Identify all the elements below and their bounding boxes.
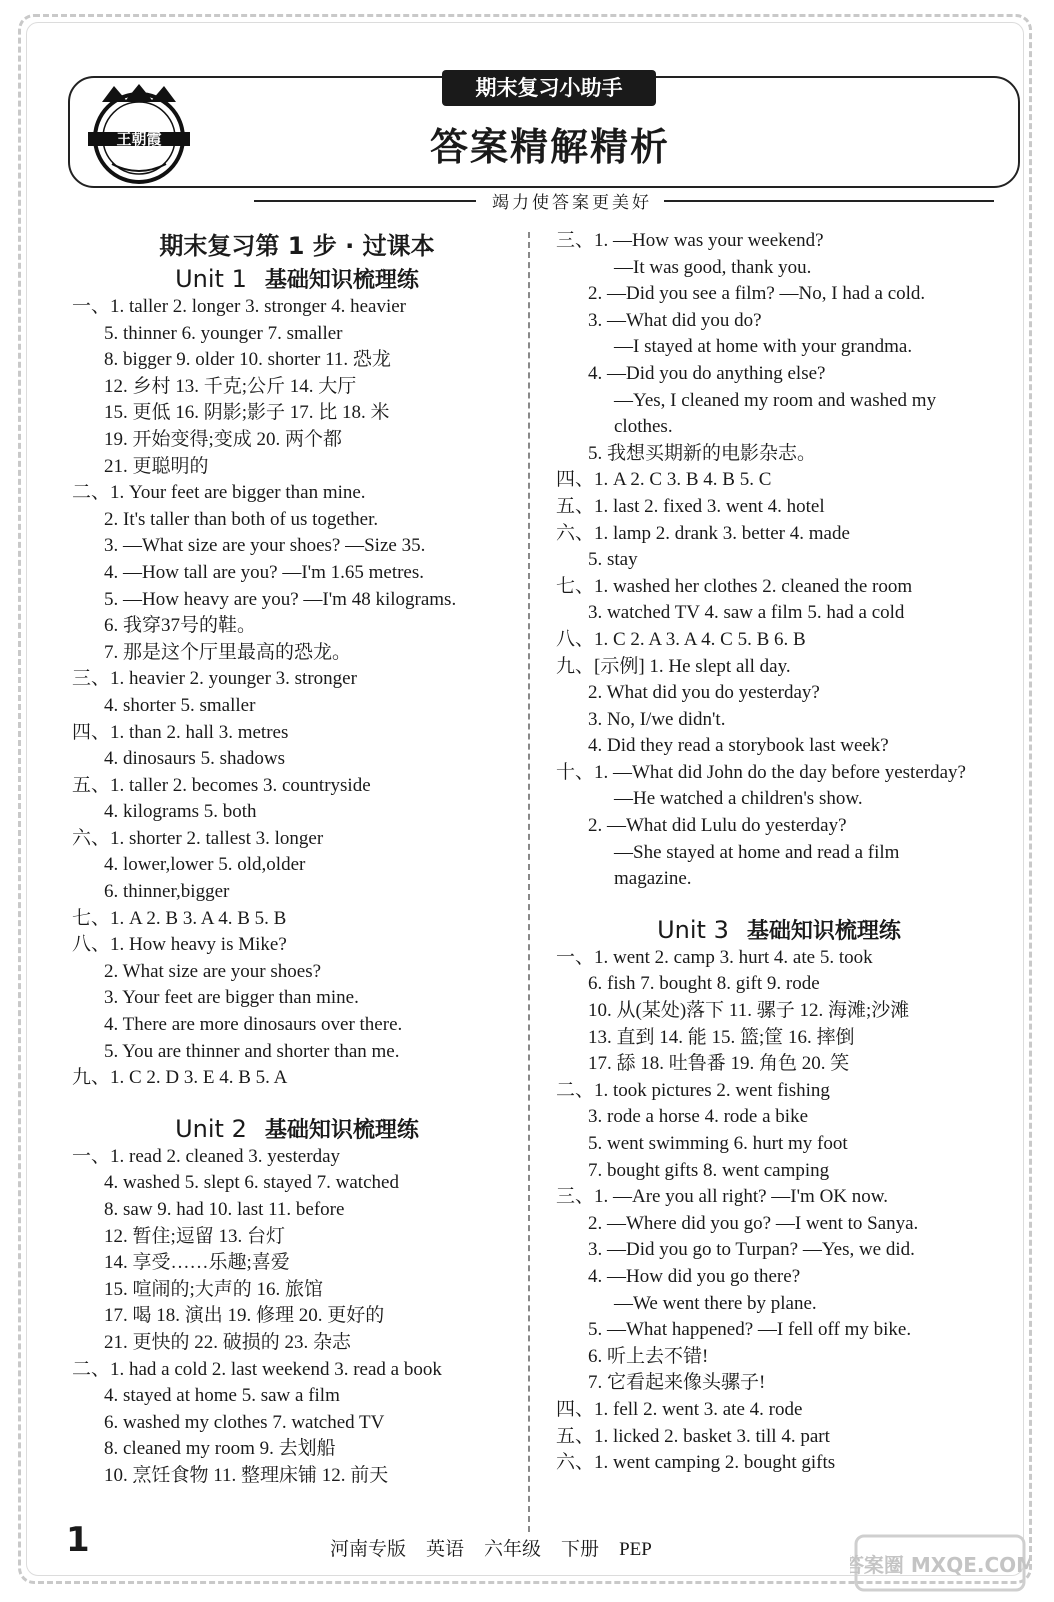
answer-line: 4. stayed at home 5. saw a film xyxy=(104,1385,340,1407)
answer-line: 2. —Did you see a film? —No, I had a cold. xyxy=(588,283,926,305)
answer-line: 6. washed my clothes 7. watched TV xyxy=(104,1411,385,1433)
answer-line: 3. No, I/we didn't. xyxy=(588,708,726,730)
answer-line: 九、[示例] 1. He slept all day. xyxy=(556,655,791,677)
answer-line: 五、1. taller 2. becomes 3. countryside xyxy=(72,774,371,796)
footer-info xyxy=(330,1534,672,1561)
answer-line: 7. 那是这个厅里最高的恐龙。 xyxy=(104,641,352,663)
answer-line: 3. Your feet are bigger than mine. xyxy=(104,987,359,1009)
answer-line: 3. —What size are your shoes? —Size 35. xyxy=(104,535,426,557)
answer-line: 14. 享受……乐趣;喜爱 xyxy=(104,1252,290,1274)
answer-line: 13. 直到 14. 能 15. 篮;筐 16. 摔倒 xyxy=(588,1026,855,1048)
answer-line: 一、1. taller 2. longer 3. stronger 4. heavier xyxy=(72,296,406,317)
motto-bar xyxy=(0,188,1054,214)
answer-line: 5. —What happened? —I fell off my bike. xyxy=(588,1319,912,1341)
unit-label: Unit 1 xyxy=(175,265,247,293)
answer-line: —It was good, thank you. xyxy=(614,256,812,278)
answer-line: 五、1. licked 2. basket 3. till 4. part xyxy=(556,1425,830,1447)
column-divider xyxy=(528,232,530,1532)
answer-line: 2. It's taller than both of us together. xyxy=(104,508,379,530)
unit-heading xyxy=(72,264,522,294)
answer-line: —She stayed at home and read a film xyxy=(614,841,900,863)
answer-line: 4. —How did you go there? xyxy=(588,1265,801,1287)
answer-line: 3. —Did you go to Turpan? —Yes, we did. xyxy=(588,1239,915,1261)
answer-line: 4. Did they read a storybook last week? xyxy=(588,735,889,757)
answer-line: 一、1. read 2. cleaned 3. yesterday xyxy=(72,1145,341,1167)
answer-line: 十、1. —What did John do the day before yesterday? xyxy=(556,761,966,783)
answer-line: 一、1. went 2. camp 3. hurt 4. ate 5. took xyxy=(556,946,873,968)
answer-line: 七、1. A 2. B 3. A 4. B 5. B xyxy=(72,907,287,929)
answer-line: 八、1. How heavy is Mike? xyxy=(72,934,287,956)
answer-line: 七、1. washed her clothes 2. cleaned the room xyxy=(556,575,913,597)
page-title: 答案精解精析 xyxy=(429,125,670,169)
unit-label: Unit 2 xyxy=(175,1114,247,1143)
answer-line: 7. bought gifts 8. went camping xyxy=(588,1159,830,1181)
answer-line: 四、1. than 2. hall 3. metres xyxy=(72,721,289,743)
footer-item: 河南专版 xyxy=(330,1539,407,1560)
publisher-logo xyxy=(80,82,198,186)
answer-line: 15. 更低 16. 阴影;影子 17. 比 18. 米 xyxy=(104,402,390,424)
unit-subtitle: 基础知识梳理练 xyxy=(264,268,419,293)
unit-subtitle: 基础知识梳理练 xyxy=(746,918,901,944)
answer-line: 4. lower,lower 5. old,older xyxy=(104,854,306,876)
answer-line: 2. —What did Lulu do yesterday? xyxy=(588,815,847,837)
answer-line: 2. What size are your shoes? xyxy=(104,960,322,982)
answer-line: 六、1. shorter 2. tallest 3. longer xyxy=(72,827,324,849)
answer-line: 10. 从(某处)落下 11. 骡子 12. 海滩;沙滩 xyxy=(588,1000,910,1022)
answer-line: 5. —How heavy are you? —I'm 48 kilograms. xyxy=(104,588,457,610)
answer-line: 17. 喝 18. 演出 19. 修理 20. 更好的 xyxy=(104,1305,385,1327)
answer-line: 4. dinosaurs 5. shadows xyxy=(104,748,286,770)
answer-line: —We went there by plane. xyxy=(614,1292,817,1314)
answer-line: 三、1. —Are you all right? —I'm OK now. xyxy=(556,1186,888,1208)
answer-line: 21. 更快的 22. 破损的 23. 杂志 xyxy=(104,1331,352,1353)
answer-line: 6. 我穿37号的鞋。 xyxy=(104,615,257,637)
answer-line: 15. 喧闹的;大声的 16. 旅馆 xyxy=(104,1278,324,1300)
answer-line: 4. washed 5. slept 6. stayed 7. watched xyxy=(104,1172,399,1194)
answer-line: 八、1. C 2. A 3. A 4. C 5. B 6. B xyxy=(556,628,806,650)
answer-line: 四、1. fell 2. went 3. ate 4. rode xyxy=(556,1398,803,1420)
section-gap xyxy=(556,893,1002,915)
answer-line: 6. thinner,bigger xyxy=(104,881,230,903)
unit-subtitle: 基础知识梳理练 xyxy=(264,1117,419,1143)
answer-line: —I stayed at home with your grandma. xyxy=(614,336,913,358)
footer-item: 下册 xyxy=(561,1539,600,1560)
section-title: 期末复习第 1 步 · 过课本 xyxy=(159,232,435,260)
answer-line: —He watched a children's show. xyxy=(614,788,863,810)
answer-line: 12. 暂住;逗留 13. 台灯 xyxy=(104,1225,286,1247)
answer-line: 二、1. had a cold 2. last weekend 3. read a book xyxy=(72,1358,442,1380)
right-column xyxy=(556,228,1002,1477)
motto-rule-left xyxy=(254,200,476,202)
answer-line: 九、1. C 2. D 3. E 4. B 5. A xyxy=(72,1067,288,1089)
answer-line: 21. 更聪明的 xyxy=(104,455,209,477)
left-column xyxy=(72,228,522,1490)
answer-line: 6. fish 7. bought 8. gift 9. rode xyxy=(588,973,820,995)
answer-line: 4. —Did you do anything else? xyxy=(588,362,826,384)
answer-line: 六、1. lamp 2. drank 3. better 4. made xyxy=(556,522,850,544)
answer-line: clothes. xyxy=(614,416,673,438)
answer-line: 二、1. took pictures 2. went fishing xyxy=(556,1079,830,1101)
answer-line: 4. There are more dinosaurs over there. xyxy=(104,1014,403,1036)
answer-line: 17. 舔 18. 吐鲁番 19. 角色 20. 笑 xyxy=(588,1053,850,1075)
footer-item: 英语 xyxy=(426,1539,465,1560)
answer-line: 6. 听上去不错! xyxy=(588,1345,709,1367)
answer-line: 2. What did you do yesterday? xyxy=(588,682,820,704)
svg-text:王朝霞: 王朝霞 xyxy=(116,130,162,148)
footer-item: 六年级 xyxy=(484,1539,542,1560)
answer-line: 5. went swimming 6. hurt my foot xyxy=(588,1133,848,1154)
answer-line: 4. —How tall are you? —I'm 1.65 metres. xyxy=(104,561,425,583)
answer-line: 19. 开始变得;变成 20. 两个都 xyxy=(104,428,343,450)
answer-line: 4. kilograms 5. both xyxy=(104,801,257,823)
answer-line: 8. cleaned my room 9. 去划船 xyxy=(104,1438,336,1460)
section-gap xyxy=(72,1092,522,1114)
motto-rule-right xyxy=(664,200,994,202)
answer-line: 3. —What did you do? xyxy=(588,309,762,331)
unit-heading xyxy=(72,1114,522,1144)
answer-line: 五、1. last 2. fixed 3. went 4. hotel xyxy=(556,495,825,517)
answer-line: 10. 烹饪食物 11. 整理床铺 12. 前天 xyxy=(104,1464,389,1486)
page-number: 1 xyxy=(66,1520,90,1560)
answer-line: 4. shorter 5. smaller xyxy=(104,694,256,716)
answer-line: 3. rode a horse 4. rode a bike xyxy=(588,1106,809,1128)
answer-line: 三、1. —How was your weekend? xyxy=(556,230,824,251)
answer-line: 12. 乡村 13. 千克;公斤 14. 大厅 xyxy=(104,375,357,397)
answer-line: 2. —Where did you go? —I went to Sanya. xyxy=(588,1212,919,1234)
answer-line: 5. 我想买期新的电影杂志。 xyxy=(588,442,817,464)
unit-heading xyxy=(556,915,1002,945)
answer-line: 3. watched TV 4. saw a film 5. had a cold xyxy=(588,602,905,624)
answer-line: 7. 它看起来像头骡子! xyxy=(588,1372,766,1394)
motto-text: 竭力使答案更美好 xyxy=(492,193,652,212)
answer-line: 5. stay xyxy=(588,549,638,571)
answer-line: —Yes, I cleaned my room and washed my xyxy=(614,389,937,411)
answer-line: 四、1. A 2. C 3. B 4. B 5. C xyxy=(556,469,772,491)
unit-label: Unit 3 xyxy=(657,915,729,944)
svg-text:答案圈 MXQE.COM: 答案圈 MXQE.COM xyxy=(850,1553,1030,1577)
header-tab: 期末复习小助手 xyxy=(442,70,656,106)
answer-line: 8. bigger 9. older 10. shorter 11. 恐龙 xyxy=(104,349,391,371)
answer-line: 六、1. went camping 2. bought gifts xyxy=(556,1452,836,1474)
answer-line: 8. saw 9. had 10. last 11. before xyxy=(104,1199,345,1220)
answer-line: 二、1. Your feet are bigger than mine. xyxy=(72,482,366,504)
answer-line: 5. thinner 6. younger 7. smaller xyxy=(104,322,343,344)
answer-line: 5. You are thinner and shorter than me. xyxy=(104,1040,400,1062)
answer-line: magazine. xyxy=(614,868,692,890)
answer-line: 三、1. heavier 2. younger 3. stronger xyxy=(72,668,357,690)
footer-item: PEP xyxy=(619,1539,652,1560)
watermark-logo xyxy=(850,1530,1030,1596)
